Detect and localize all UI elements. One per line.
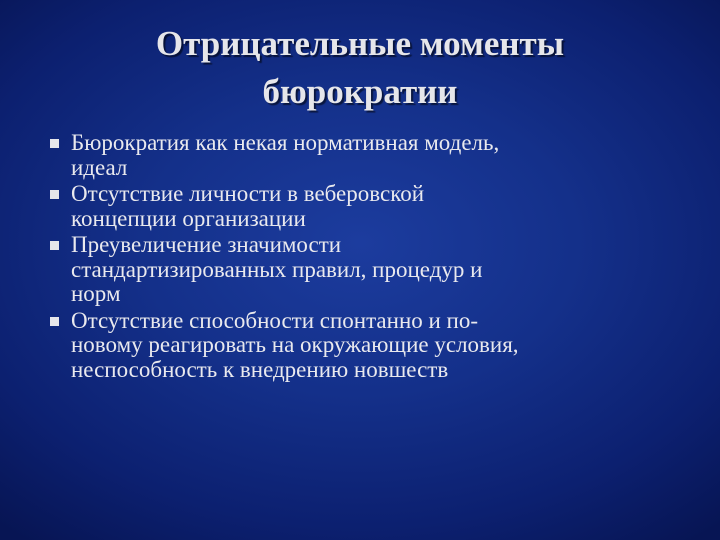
bullet-text-line: стандартизированных правил, процедур и	[71, 256, 483, 282]
bullet-text-line: концепции организации	[71, 205, 306, 231]
title-line-1: Отрицательные моменты	[155, 24, 565, 63]
bullet-item	[50, 309, 690, 383]
bullet-list	[50, 131, 690, 384]
bullet-text-line: неспособность к внедрению новшеств	[71, 356, 449, 382]
bullet-text-line: Отсутствие личности в веберовской	[71, 181, 425, 206]
bullet-item	[50, 182, 690, 231]
square-bullet-icon	[50, 241, 59, 250]
bullet-text-line: идеал	[71, 154, 128, 180]
bullet-text-line: Бюрократия как некая нормативная модель,	[71, 130, 500, 155]
title-line-2: бюрократии	[262, 72, 458, 111]
square-bullet-icon	[50, 139, 59, 148]
square-bullet-icon	[50, 190, 59, 199]
bullet-item	[50, 233, 690, 307]
bullet-text-line: Отсутствие способности спонтанно и по-	[71, 307, 479, 333]
bullet-text-line: норм	[71, 281, 121, 306]
bullet-item	[50, 131, 690, 180]
bullet-text-line: новому реагировать на окружающие условия,	[71, 332, 519, 357]
bullet-text-line: Преувеличение значимости	[71, 232, 342, 257]
slide-title	[80, 20, 640, 116]
square-bullet-icon	[50, 317, 59, 326]
